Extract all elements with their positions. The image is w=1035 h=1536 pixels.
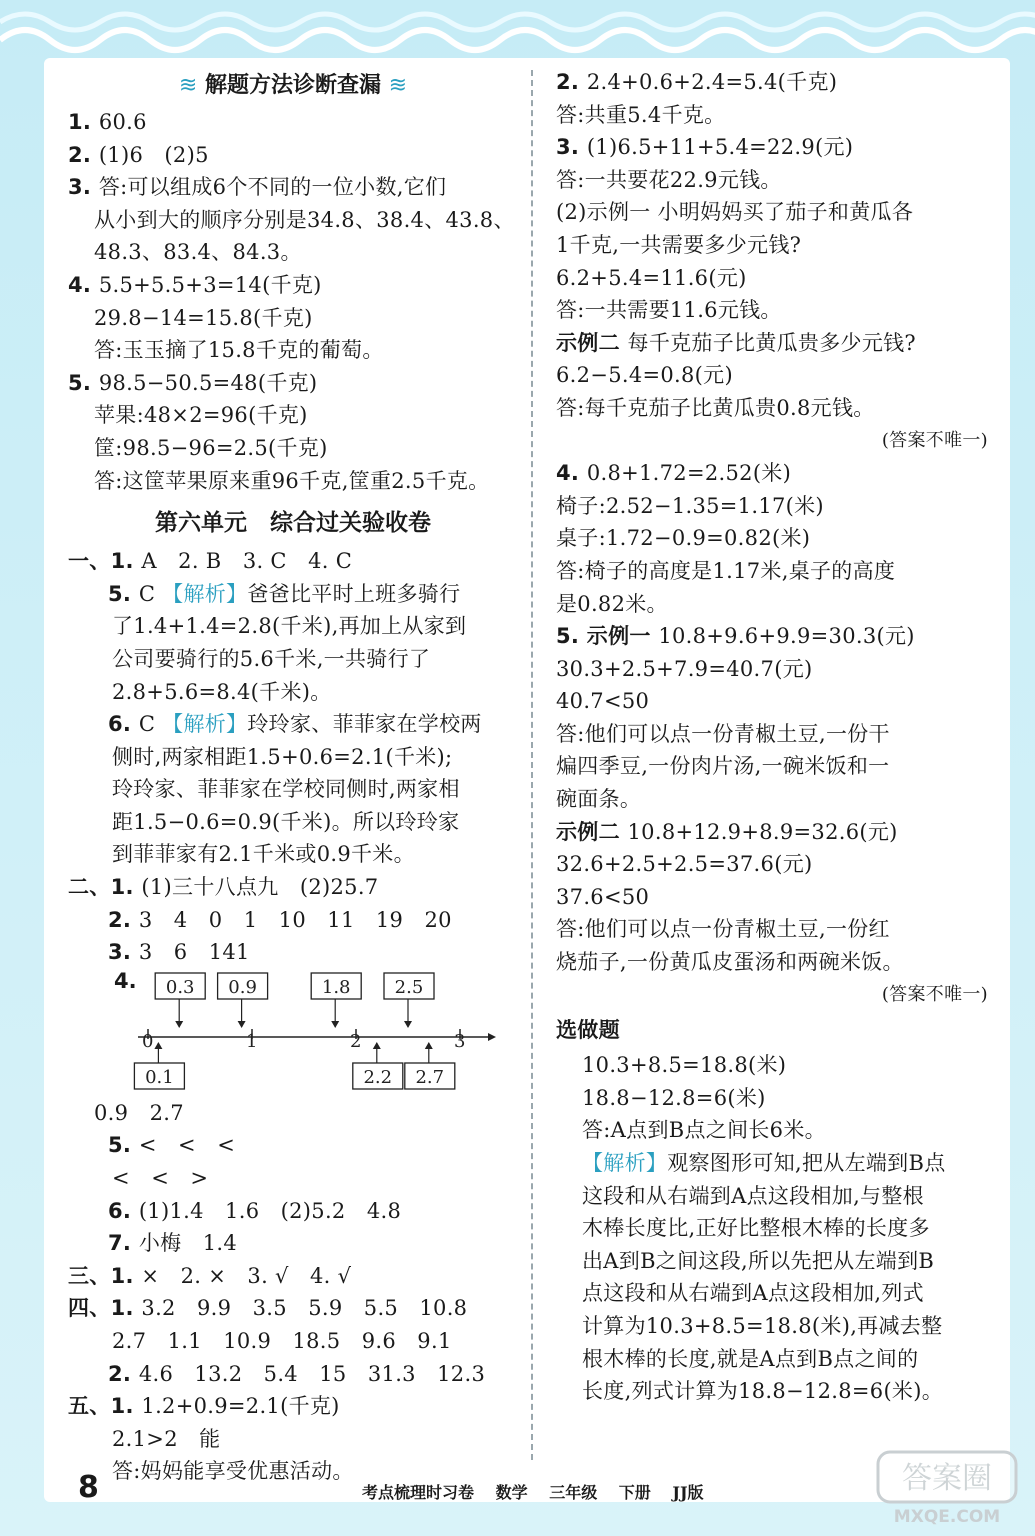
answer-text: 苹果:48×2=96(千克): [94, 403, 308, 428]
answer-text: 碗面条。: [556, 787, 642, 812]
answer-text: 98.5−50.5=48(千克): [98, 370, 318, 395]
answer-line: [68, 1292, 518, 1325]
value-label: 2.5: [394, 976, 424, 998]
answer-line: [556, 294, 996, 327]
answer-text: 2.7 1.1 10.9 18.5 9.6 9.1: [112, 1329, 452, 1353]
answer-text: 答:一共需要11.6元钱。: [556, 298, 782, 323]
column-divider: [531, 70, 533, 1460]
answer-line: [556, 653, 996, 686]
answer-line: [556, 131, 996, 164]
answer-line: [68, 1390, 518, 1423]
answer-line: [556, 1375, 996, 1408]
answer-line: [556, 913, 996, 946]
question-number: 示例二: [556, 819, 628, 844]
answer-text: 答:他们可以点一份青椒土豆,一份干: [556, 721, 890, 746]
tick-label: 2: [350, 1030, 362, 1052]
answer-text: < < >: [112, 1166, 209, 1191]
answer-text: 答:他们可以点一份青椒土豆,一份红: [556, 917, 890, 942]
answer-text: 小梅 1.4: [138, 1231, 238, 1256]
answer-text: 29.8−14=15.8(千克): [94, 305, 313, 330]
answer-text: 2.1>2 能: [112, 1426, 221, 1451]
answer-line: [556, 1049, 996, 1082]
value-label: 1.8: [321, 976, 351, 998]
answer-text: 筐:98.5−96=2.5(千克): [94, 435, 328, 460]
edition: JJ版: [672, 1483, 704, 1502]
value-label: 0.9: [228, 976, 257, 998]
arrow-down-icon: [404, 1021, 412, 1028]
answer-text: C: [138, 712, 156, 737]
arrow-up-icon: [425, 1042, 433, 1049]
answer-line: [556, 196, 996, 229]
answer-line: [556, 1082, 996, 1115]
question-number: 3.: [68, 175, 99, 200]
answer-text: 10.3+8.5=18.8(米): [582, 1053, 787, 1078]
question-number: 五、1.: [68, 1394, 142, 1419]
question-number: 二、1.: [68, 875, 142, 900]
answer-line: [556, 685, 996, 718]
answer-text: 烧茄子,一份黄瓜皮蛋汤和两碗米饭。: [556, 950, 904, 975]
analysis-tag: 【解析】: [582, 1151, 668, 1175]
answer-line: [68, 1227, 518, 1260]
answer-text: 10.8+9.6+9.9=30.3(元): [658, 624, 915, 649]
answer-line: [556, 946, 996, 979]
answer-text: 椅子:2.52−1.35=1.17(米): [556, 493, 824, 518]
answer-line: [68, 871, 518, 904]
grade: 三年级: [549, 1483, 598, 1502]
answer-line: [68, 171, 518, 204]
tick-label: 0: [142, 1030, 154, 1052]
answer-text: 煸四季豆,一份肉片汤,一碗米饭和一: [556, 754, 890, 779]
answer-line: [556, 620, 996, 653]
answer-text: 从小到大的顺序分别是34.8、38.4、43.8、: [94, 207, 515, 232]
answer-text: 答:A点到B点之间长6米。: [582, 1118, 826, 1143]
tick-label: 3: [454, 1030, 466, 1052]
answer-line: [556, 490, 996, 523]
answer-text: 18.8−12.8=6(米): [582, 1085, 766, 1110]
answer-line: [68, 1260, 518, 1293]
svg-text:MXQE.COM: MXQE.COM: [893, 1507, 1001, 1527]
answer-text: 爸爸比平时上班多骑行: [247, 581, 461, 606]
question-number: 5.: [108, 581, 139, 606]
answer-line: [68, 204, 518, 237]
answer-line: [68, 1325, 518, 1358]
answer-line: [556, 881, 996, 914]
answer-list: [556, 457, 996, 979]
axis-arrow-icon: [488, 1033, 496, 1041]
answer-note: (答案不唯一): [881, 983, 988, 1005]
answer-line: [556, 457, 996, 490]
answer-line: [556, 848, 996, 881]
volume: 下册: [618, 1483, 651, 1502]
arrow-down-icon: [175, 1021, 183, 1028]
answer-line: [556, 1310, 996, 1343]
answer-text: 0.8+1.72=2.52(米): [586, 461, 792, 486]
answer-text: 37.6<50: [556, 884, 650, 909]
section-title: ≋ 解题方法诊断查漏 ≋: [178, 73, 408, 98]
answer-line: [68, 1358, 518, 1391]
footer-info: [362, 1480, 704, 1503]
value-label: 2.7: [415, 1066, 445, 1088]
answer-list: [556, 1049, 996, 1408]
answer-line: [556, 718, 996, 751]
number-line-figure: [68, 969, 518, 1097]
answer-text: 答:椅子的高度是1.17米,桌子的高度: [556, 558, 896, 583]
answer-text: 答:这筐苹果原来重96千克,筐重2.5千克。: [94, 468, 490, 493]
analysis-tag: 【解析】: [155, 581, 248, 606]
answer-text: (1)6 (2)5: [98, 142, 209, 167]
answer-line: [68, 904, 518, 937]
answer-text: 答:一共要花22.9元钱。: [556, 167, 782, 192]
answer-text: 侧时,两家相距1.5+0.6=2.1(千米);: [112, 744, 453, 769]
answer-line: [556, 555, 996, 588]
question-number: 7.: [108, 1231, 139, 1256]
answer-text: 30.3+2.5+7.9=40.7(元): [556, 656, 813, 681]
answer-line: [68, 106, 518, 139]
tick-label: 1: [246, 1030, 258, 1052]
answer-text: 点这段和从右端到A点这段相加,列式: [582, 1281, 924, 1306]
question-number: 四、1.: [68, 1296, 142, 1321]
question-number: 示例二: [556, 330, 628, 355]
answer-line: [68, 838, 518, 871]
answer-text: 了1.4+1.4=2.8(千米),再加上从家到: [112, 614, 467, 639]
answer-line: [68, 708, 518, 741]
answer-text: 10.8+12.9+8.9=32.6(元): [627, 819, 898, 844]
answer-text: 距1.5−0.6=0.9(千米)。所以玲玲家: [112, 809, 460, 834]
question-number: 6.: [108, 1198, 139, 1223]
answer-line: [556, 327, 996, 360]
question-number: 4.: [114, 968, 137, 993]
question-number: 2.: [556, 70, 587, 94]
analysis-tag: 【解析】: [155, 712, 248, 737]
answer-list: [556, 66, 996, 425]
page-number: 8: [78, 1470, 99, 1505]
left-column: [68, 66, 518, 1488]
unit-title: 第六单元 综合过关验收卷: [155, 510, 431, 537]
question-number: 4.: [68, 272, 99, 297]
answer-line: [68, 1195, 518, 1228]
answer-text: 1千克,一共需要多少元钱?: [556, 232, 802, 257]
value-label: 0.1: [145, 1066, 174, 1088]
answer-text: 答:妈妈能享受优惠活动。: [112, 1459, 354, 1484]
question-number: 2.: [108, 1361, 139, 1386]
question-number: 2.: [68, 142, 99, 167]
answer-line: [556, 262, 996, 295]
answer-text: 公司要骑行的5.6千米,一共骑行了: [112, 646, 431, 671]
answer-line: [556, 1114, 996, 1147]
answer-line: [68, 1423, 518, 1456]
book-title: 考点梳理时习卷: [362, 1483, 475, 1502]
wave-icon: ≋: [388, 73, 408, 98]
arrow-down-icon: [238, 1021, 246, 1028]
answer-line: [556, 783, 996, 816]
answer-text: 出A到B之间这段,所以先把从左端到B: [582, 1248, 935, 1273]
answer-text: 长度,列式计算为18.8−12.8=6(米)。: [582, 1379, 944, 1404]
answer-text: 5.5+5.5+3=14(千克): [98, 272, 322, 297]
answer-text: 答:每千克茄子比黄瓜贵0.8元钱。: [556, 395, 875, 420]
question-number: 4.: [556, 461, 587, 486]
answer-line: [68, 610, 518, 643]
answer-line: [556, 1147, 996, 1180]
answer-text: 是0.82米。: [556, 591, 668, 616]
answer-text: A 2. B 3. C 4. C: [141, 549, 353, 574]
answer-line: [68, 741, 518, 774]
answer-line: [556, 1212, 996, 1245]
answer-text: < < <: [138, 1133, 236, 1158]
answer-line: [556, 750, 996, 783]
value-label: 0.3: [165, 976, 195, 998]
question-number: 5. 示例一: [556, 624, 659, 649]
answer-text: 答:共重5.4千克。: [556, 102, 726, 127]
answer-line: [68, 399, 518, 432]
answer-text: 3 4 0 1 10 11 19 20: [138, 907, 452, 932]
question-number: 5.: [108, 1133, 139, 1158]
arrow-up-icon: [154, 1042, 162, 1049]
answer-note: (答案不唯一): [881, 429, 988, 451]
answer-text: 桌子:1.72−0.9=0.82(米): [556, 526, 811, 551]
answer-line: [68, 643, 518, 676]
answer-text: (1)1.4 1.6 (2)5.2 4.8: [138, 1198, 402, 1223]
answer-line: [556, 1277, 996, 1310]
answer-line: [556, 164, 996, 197]
answer-text: 2.8+5.6=8.4(千米)。: [112, 679, 332, 704]
answer-line: [68, 545, 518, 578]
answer-line: [556, 229, 996, 262]
answer-line: [68, 465, 518, 498]
answer-text: (2)示例一 小明妈妈买了茄子和黄瓜各: [556, 200, 914, 225]
question-number: 1.: [68, 110, 99, 134]
answer-line: [68, 578, 518, 611]
value-label: 2.2: [363, 1066, 393, 1088]
question-number: 3.: [108, 940, 139, 965]
answer-line: [68, 302, 518, 335]
answer-text: 观察图形可知,把从左端到B点: [667, 1151, 946, 1175]
answer-line: [556, 1245, 996, 1278]
question-number: 6.: [108, 712, 139, 737]
answer-text: 到菲菲家有2.1千米或0.9千米。: [112, 842, 415, 867]
answer-line: [556, 1180, 996, 1213]
answer-line: [556, 588, 996, 621]
question-number: 一、1.: [68, 549, 142, 574]
question-number: 2.: [108, 907, 139, 932]
answer-line: [556, 816, 996, 849]
answer-text: 0.9 2.7: [94, 1100, 184, 1125]
answer-list: [68, 106, 518, 497]
answer-text: (1)6.5+11+5.4=22.9(元): [586, 135, 854, 160]
watermark-logo: [872, 1448, 1022, 1528]
answer-text: 48.3、83.4、84.3。: [94, 240, 302, 265]
answer-line: [68, 432, 518, 465]
optional-section-title: 选做题: [556, 1018, 620, 1043]
answer-line: [68, 773, 518, 806]
answer-list: [68, 545, 518, 969]
answer-text: C: [138, 581, 156, 606]
answer-text: 2.4+0.6+2.4=5.4(千克): [586, 70, 838, 94]
answer-line: [556, 1343, 996, 1376]
question-number: 5.: [68, 370, 99, 395]
arrow-down-icon: [331, 1021, 339, 1028]
answer-text: 6.2−5.4=0.8(元): [556, 363, 733, 388]
answer-text: 1.2+0.9=2.1(千克): [141, 1394, 340, 1419]
answer-line: [68, 1162, 518, 1195]
answer-line: [68, 334, 518, 367]
answer-text: × 2. × 3. √ 4. √: [141, 1263, 352, 1288]
answer-line: [68, 806, 518, 839]
answer-line: [68, 139, 518, 172]
answer-line: [556, 522, 996, 555]
answer-text: 根木棒的长度,就是A点到B点之间的: [582, 1346, 919, 1371]
answer-line: [68, 367, 518, 400]
answer-text: 答:可以组成6个不同的一位小数,它们: [98, 175, 447, 200]
answer-text: 玲玲家、菲菲家在学校两: [247, 712, 482, 737]
answer-line: [68, 676, 518, 709]
answer-text: 计算为10.3+8.5=18.8(米),再减去整: [582, 1313, 943, 1338]
answer-line: [556, 392, 996, 425]
right-column: [556, 66, 996, 1408]
answer-text: 玲玲家、菲菲家在学校同侧时,两家相: [112, 777, 460, 802]
answer-text: 每千克茄子比黄瓜贵多少元钱?: [627, 330, 916, 355]
answer-line: [68, 236, 518, 269]
page-footer: [72, 1470, 972, 1510]
answer-text: 答:玉玉摘了15.8千克的葡萄。: [94, 338, 384, 363]
answer-text: 3 6 141: [138, 940, 250, 965]
wave-icon: ≋: [178, 73, 198, 98]
answer-line: [556, 359, 996, 392]
answer-line: [68, 1129, 518, 1162]
arrow-up-icon: [373, 1042, 381, 1049]
answer-line: [68, 936, 518, 969]
answer-line: [556, 66, 996, 99]
answer-line: [68, 1097, 518, 1130]
answer-text: (1)三十八点九 (2)25.7: [141, 875, 379, 900]
svg-text:答案圈: 答案圈: [902, 1461, 992, 1496]
answer-text: 木棒长度比,正好比整根木棒的长度多: [582, 1216, 930, 1241]
question-number: 三、1.: [68, 1263, 142, 1288]
answer-line: [556, 99, 996, 132]
answer-line: [68, 269, 518, 302]
question-number: 3.: [556, 135, 587, 160]
subject: 数学: [495, 1483, 528, 1502]
answer-text: 这段和从右端到A点这段相加,与整根: [582, 1183, 924, 1208]
answer-text: 60.6: [98, 110, 147, 134]
answer-text: 40.7<50: [556, 689, 650, 714]
answer-text: 32.6+2.5+2.5=37.6(元): [556, 852, 813, 877]
answer-text: 6.2+5.4=11.6(元): [556, 265, 747, 290]
answer-text: 3.2 9.9 3.5 5.9 5.5 10.8: [141, 1296, 468, 1321]
answer-text: 4.6 13.2 5.4 15 31.3 12.3: [138, 1361, 486, 1386]
answer-list: [68, 1097, 518, 1488]
